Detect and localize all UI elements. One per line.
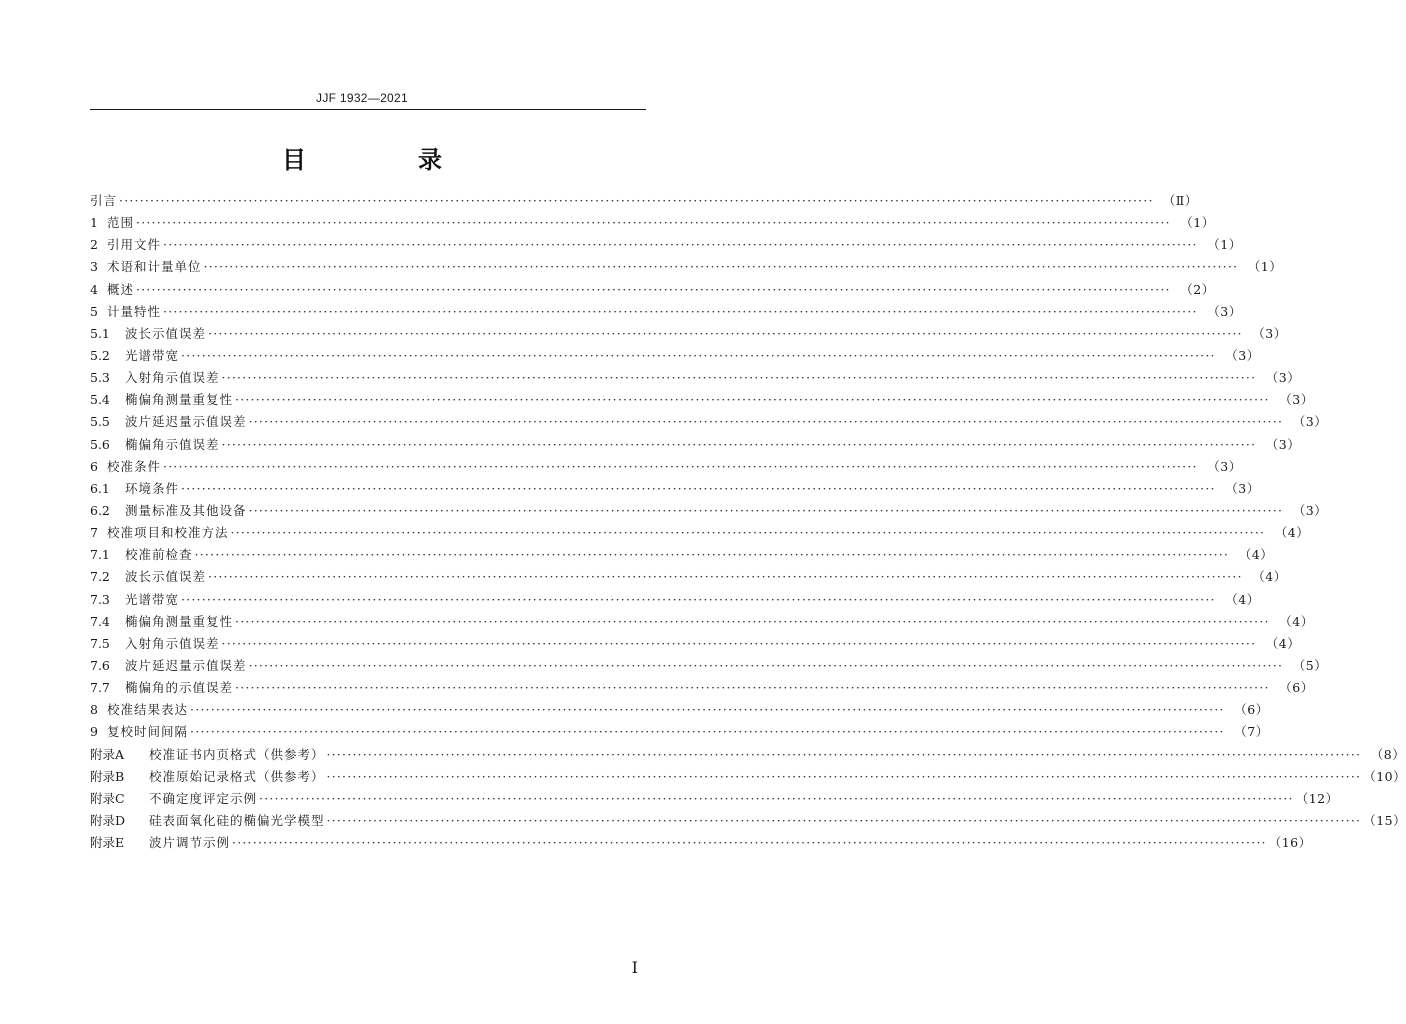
toc-entry-number: 7.1 <box>90 547 110 563</box>
toc-dot-leader: ········································································································································································································ <box>248 502 1284 518</box>
toc-entry-number: 2 <box>90 237 98 253</box>
toc-entry-page: （3） <box>1292 502 1328 518</box>
toc-entry[interactable] <box>90 677 1314 699</box>
toc-entry-number: 7.3 <box>90 591 110 607</box>
toc-dot-leader: ········································································································································································································ <box>190 724 1225 740</box>
toc-entry-number: 附录B <box>90 768 125 784</box>
toc-entry-page: （4） <box>1225 591 1260 607</box>
toc-entry-page: （4） <box>1238 547 1274 563</box>
toc-entry-label: 椭偏角的示值误差 <box>125 680 234 696</box>
toc-dot-leader: ········································································································································································································ <box>235 613 1270 629</box>
toc-entry-number: 1 <box>90 215 98 231</box>
toc-entry-label: 校准原始记录格式（供参考） <box>149 768 325 784</box>
toc-entry-page: （3） <box>1279 392 1314 408</box>
toc-dot-leader: ········································································································································································································ <box>194 547 1230 563</box>
toc-entry-page: （10） <box>1363 768 1406 784</box>
toc-entry-number: 5.2 <box>90 347 110 363</box>
toc-dot-leader: ········································································································································································································ <box>208 325 1243 341</box>
toc-entry[interactable] <box>90 655 1328 677</box>
toc-entry-label: 波长示值误差 <box>125 325 207 341</box>
toc-entry[interactable] <box>90 721 1269 743</box>
toc-entry-label: 波片延迟量示值误差 <box>125 414 247 430</box>
toc-entry-page: （15） <box>1363 812 1406 828</box>
toc-entry-label: 入射角示值误差 <box>125 370 220 386</box>
toc-entry[interactable] <box>90 234 1242 256</box>
toc-entry-number: 5.4 <box>90 392 110 408</box>
toc-entry-page: （2） <box>1180 281 1215 297</box>
toc-entry-number: 3 <box>90 259 98 275</box>
toc-dot-leader: ········································································································································································································ <box>221 635 1257 651</box>
toc-entry[interactable] <box>90 810 1406 832</box>
toc-entry-page: （7） <box>1234 724 1269 740</box>
toc-entry-number: 6.1 <box>90 480 110 496</box>
toc-entry-label: 校准条件 <box>107 458 162 474</box>
toc-entry-page: （1） <box>1180 215 1215 231</box>
toc-entry[interactable] <box>90 611 1314 633</box>
toc-entry-label: 波片调节示例 <box>149 835 231 851</box>
toc-dot-leader: ········································································································································································································ <box>163 458 1198 474</box>
toc-entry-label: 波长示值误差 <box>125 569 207 585</box>
toc-dot-leader: ········································································································································································································ <box>221 436 1257 452</box>
toc-entry-number: 附录C <box>90 790 125 806</box>
toc-entry-label: 椭偏角测量重复性 <box>125 613 234 629</box>
toc-dot-leader: ········································································································································································································ <box>136 281 1171 297</box>
toc-dot-leader: ········································································································································································································ <box>326 812 1362 828</box>
page-number: I <box>631 958 638 977</box>
toc-dot-leader: ········································································································································································································ <box>248 414 1284 430</box>
toc-entry[interactable] <box>90 301 1242 323</box>
toc-entry-number: 5.6 <box>90 436 110 452</box>
toc-entry[interactable] <box>90 478 1260 500</box>
toc-entry-label: 概述 <box>107 281 135 297</box>
toc-dot-leader: ········································································································································································································ <box>163 303 1198 319</box>
toc-entry[interactable] <box>90 345 1260 367</box>
toc-entry[interactable] <box>90 544 1274 566</box>
toc-entry[interactable] <box>90 389 1314 411</box>
toc-dot-leader: ········································································································································································································ <box>232 835 1267 851</box>
toc-dot-leader: ········································································································································································································ <box>230 525 1266 541</box>
toc-entry-page: （3） <box>1207 458 1242 474</box>
toc-entry-label: 校准证书内页格式（供参考） <box>149 746 325 762</box>
toc-entry-label: 术语和计量单位 <box>107 259 202 275</box>
toc-entry-page: （3） <box>1252 325 1287 341</box>
toc-entry-number: 5 <box>90 303 98 319</box>
toc-entry[interactable] <box>90 566 1287 588</box>
toc-dot-leader: ········································································································································································································ <box>203 259 1239 275</box>
toc-entry[interactable] <box>90 212 1215 234</box>
toc-entry-label: 校准前检查 <box>125 547 193 563</box>
toc-entry-label: 光谱带宽 <box>125 591 180 607</box>
toc-entry-label: 椭偏角测量重复性 <box>125 392 234 408</box>
toc-entry-number: 6 <box>90 458 98 474</box>
toc-entry-page: （4） <box>1252 569 1287 585</box>
toc-entry-page: （4） <box>1279 613 1314 629</box>
toc-entry[interactable] <box>90 456 1242 478</box>
toc-dot-leader: ········································································································································································································ <box>259 790 1294 806</box>
toc-dot-leader: ········································································································································································································ <box>136 215 1171 231</box>
toc-entry-number: 5.1 <box>90 325 110 341</box>
toc-entry-page: （16） <box>1268 835 1312 851</box>
toc-dot-leader: ········································································································································································································ <box>181 591 1216 607</box>
toc-entry-label: 椭偏角示值误差 <box>125 436 220 452</box>
toc-entry-page: （3） <box>1265 370 1301 386</box>
toc-dot-leader: ········································································································································································································ <box>235 680 1270 696</box>
toc-entry-number: 7.6 <box>90 657 110 673</box>
toc-entry-number: 5.3 <box>90 370 110 386</box>
toc-entry-label: 校准项目和校准方法 <box>107 525 229 541</box>
toc-entry-number: 附录E <box>90 835 125 851</box>
page-header: JJF 1932—2021 <box>316 91 408 105</box>
toc-entry[interactable] <box>90 256 1283 278</box>
toc-entry-label: 引用文件 <box>107 237 162 253</box>
toc-dot-leader: ········································································································································································································ <box>326 746 1362 762</box>
toc-entry-page: （4） <box>1265 635 1301 651</box>
toc-entry-label: 范围 <box>107 215 135 231</box>
toc-entry-label: 光谱带宽 <box>125 347 180 363</box>
header-rule <box>90 109 646 110</box>
toc-entry-number: 4 <box>90 281 98 297</box>
toc-entry-page: （4） <box>1274 525 1310 541</box>
toc-entry-page: （3） <box>1207 303 1242 319</box>
toc-entry-page: （Ⅱ） <box>1162 193 1198 208</box>
toc-entry[interactable] <box>90 788 1339 810</box>
toc-entry-label: 入射角示值误差 <box>125 635 220 651</box>
toc-dot-leader: ········································································································································································································ <box>190 702 1225 718</box>
toc-entry-page: （3） <box>1225 480 1260 496</box>
table-of-contents <box>90 190 1406 854</box>
toc-entry-label: 环境条件 <box>125 480 180 496</box>
toc-entry[interactable] <box>90 434 1301 456</box>
toc-entry-label: 复校时间间隔 <box>107 724 189 740</box>
toc-entry[interactable] <box>90 744 1406 766</box>
toc-entry-page: （8） <box>1370 746 1406 762</box>
toc-entry-page: （1） <box>1247 259 1283 275</box>
toc-entry[interactable] <box>90 589 1260 611</box>
toc-entry[interactable] <box>90 500 1328 522</box>
toc-entry-number: 8 <box>90 702 98 718</box>
toc-entry-label: 引言 <box>90 193 118 208</box>
toc-entry-number: 5.5 <box>90 414 110 430</box>
toc-entry-number: 附录D <box>90 812 126 828</box>
toc-dot-leader: ········································································································································································································ <box>181 347 1216 363</box>
toc-entry[interactable] <box>90 699 1269 721</box>
toc-entry[interactable] <box>90 279 1215 301</box>
toc-entry-page: （3） <box>1265 436 1301 452</box>
toc-dot-leader: ········································································································································································································ <box>326 768 1362 784</box>
toc-entry-label: 计量特性 <box>107 303 162 319</box>
toc-entry-label: 不确定度评定示例 <box>149 790 258 806</box>
toc-entry-page: （3） <box>1225 347 1260 363</box>
toc-entry[interactable] <box>90 367 1301 389</box>
toc-entry-number: 7.4 <box>90 613 110 629</box>
toc-entry-number: 7.5 <box>90 635 110 651</box>
toc-dot-leader: ········································································································································································································ <box>235 392 1270 408</box>
toc-entry[interactable] <box>90 411 1328 433</box>
toc-entry-label: 测量标准及其他设备 <box>125 502 247 518</box>
toc-entry[interactable] <box>90 766 1406 788</box>
toc-entry-page: （6） <box>1279 680 1314 696</box>
toc-entry[interactable] <box>90 190 1198 212</box>
toc-entry-number: 6.2 <box>90 502 110 518</box>
toc-dot-leader: ········································································································································································································ <box>248 657 1284 673</box>
toc-entry-number: 9 <box>90 724 98 740</box>
toc-entry-number: 7.2 <box>90 569 110 585</box>
toc-entry-label: 波片延迟量示值误差 <box>125 657 247 673</box>
toc-dot-leader: ········································································································································································································ <box>208 569 1243 585</box>
toc-dot-leader: ········································································································································································································ <box>163 237 1198 253</box>
toc-entry[interactable] <box>90 323 1287 345</box>
toc-entry-label: 校准结果表达 <box>107 702 189 718</box>
toc-entry[interactable] <box>90 832 1312 854</box>
toc-entry[interactable] <box>90 522 1310 544</box>
toc-entry-page: （5） <box>1292 657 1328 673</box>
toc-dot-leader: ········································································································································································································ <box>119 193 1154 208</box>
toc-entry-page: （6） <box>1234 702 1269 718</box>
toc-entry-page: （3） <box>1292 414 1328 430</box>
toc-entry-page: （1） <box>1207 237 1242 253</box>
toc-entry[interactable] <box>90 633 1301 655</box>
toc-entry-number: 附录A <box>90 746 125 762</box>
toc-entry-number: 7 <box>90 525 98 541</box>
toc-title: 目 录 <box>282 146 486 174</box>
toc-dot-leader: ········································································································································································································ <box>221 370 1257 386</box>
toc-entry-page: （12） <box>1295 790 1339 806</box>
toc-entry-label: 硅表面氧化硅的椭偏光学模型 <box>149 812 325 828</box>
toc-dot-leader: ········································································································································································································ <box>181 480 1216 496</box>
toc-entry-number: 7.7 <box>90 680 110 696</box>
